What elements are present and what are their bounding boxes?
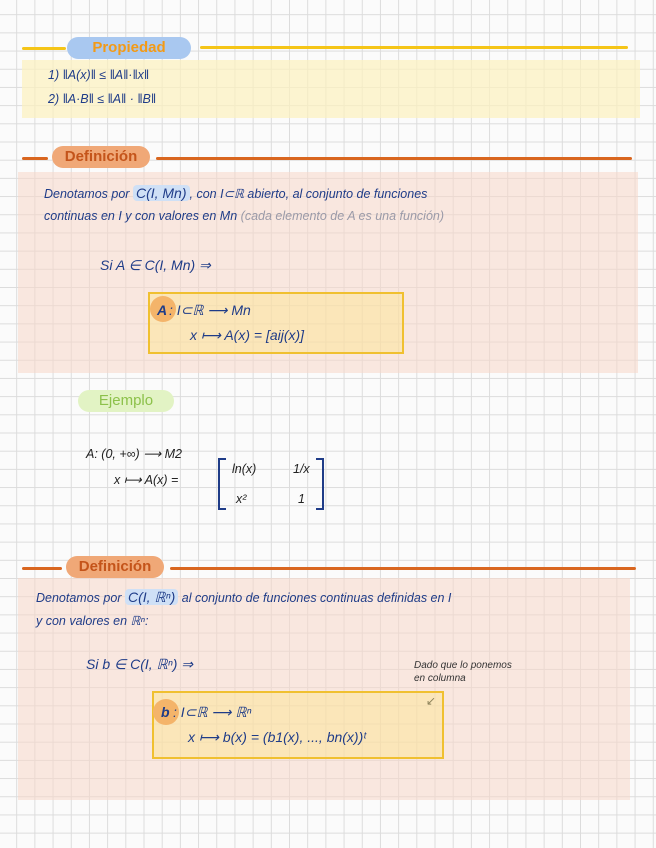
- ejemplo-m22: 1: [298, 492, 305, 506]
- definicion2-if-line: Si b ∈ C(I, ℝⁿ) ⇒: [86, 656, 194, 672]
- definicion1-line2-a: continuas en I y con valores en Mn: [44, 209, 238, 223]
- definicion2-note-arrow: ↙: [426, 694, 437, 708]
- propiedad-rule-right: [200, 46, 628, 49]
- definicion2-line1: [36, 589, 451, 606]
- definicion2-rule-left: [22, 567, 62, 570]
- definicion1-title: Definición: [52, 146, 150, 168]
- definicion2-rule-right: [170, 567, 636, 570]
- ejemplo-m21: x²: [236, 492, 247, 506]
- ejemplo-line2: x ⟼ A(x) =: [114, 473, 179, 487]
- definicion1-box-line1: : I⊂ℝ ⟶ Mn: [169, 302, 251, 318]
- ejemplo-m11: ln(x): [232, 462, 257, 476]
- definicion2-box-label: b: [161, 704, 170, 720]
- definicion2-line1-b: al conjunto de funciones continuas definidas en I: [181, 591, 452, 605]
- definicion2-line1-a: Denotamos por: [36, 591, 122, 605]
- propiedad-item-1: 1) ‖A(x)‖ ≤ ‖A‖·‖x‖: [48, 68, 150, 82]
- definicion1-box-label: A: [157, 302, 168, 318]
- definicion1-if-line: Si A ∈ C(I, Mn) ⇒: [100, 257, 211, 273]
- definicion2-note-line1: Dado que lo ponemos: [414, 660, 512, 671]
- definicion1-symbol: C(I, Mn): [133, 185, 190, 201]
- propiedad-item-2: 2) ‖A·B‖ ≤ ‖A‖ · ‖B‖: [48, 92, 156, 106]
- definicion1-line1-a: Denotamos por: [44, 187, 130, 201]
- definicion2-note-line2: en columna: [414, 673, 466, 684]
- definicion2-title: Definición: [66, 556, 164, 578]
- ejemplo-m12: 1/x: [293, 462, 310, 476]
- propiedad-rule-left: [22, 47, 66, 50]
- ejemplo-title: Ejemplo: [78, 390, 174, 412]
- definicion1-box-line2: x ⟼ A(x) = [aij(x)]: [190, 327, 305, 343]
- definicion1-note: (cada elemento de A es una función): [240, 209, 445, 223]
- ejemplo-line1: A: (0, +∞) ⟶ M2: [86, 447, 182, 461]
- definicion2-panel: [18, 578, 630, 800]
- definicion2-box-line1: : I⊂ℝ ⟶ ℝⁿ: [173, 704, 252, 720]
- definicion1-line2: [44, 209, 444, 223]
- definicion2-symbol: C(I, ℝⁿ): [125, 589, 178, 605]
- definicion1-line1-b: , con I⊂ℝ abierto, al conjunto de funciones: [189, 187, 428, 201]
- propiedad-title: Propiedad: [67, 37, 191, 59]
- definicion2-formula-box: [152, 691, 444, 759]
- definicion1-rule-right: [156, 157, 632, 160]
- definicion1-rule-left: [22, 157, 48, 160]
- definicion2-line2: y con valores en ℝⁿ:: [36, 614, 149, 628]
- definicion2-box-line2: x ⟼ b(x) = (b1(x), ..., bn(x))ᵗ: [188, 729, 366, 745]
- definicion1-line1: [44, 185, 427, 201]
